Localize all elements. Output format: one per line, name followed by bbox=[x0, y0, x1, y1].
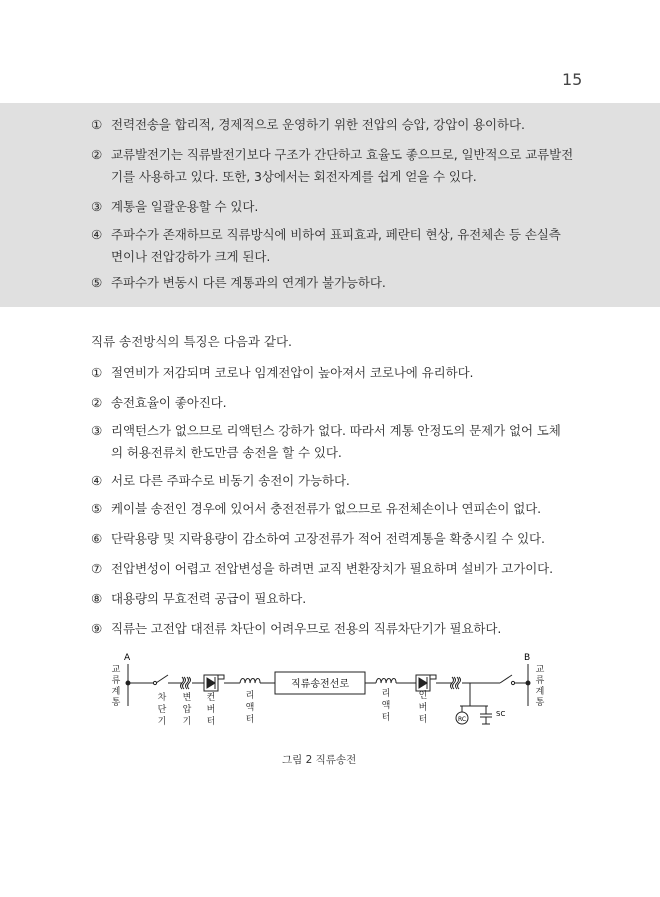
item-number: ⑤ bbox=[91, 501, 103, 516]
item-number: ③ bbox=[91, 199, 103, 214]
list-item bbox=[91, 558, 553, 580]
list-item bbox=[91, 272, 386, 294]
item-text-line: 직류는 고전압 대전류 차단이 어려우므로 전용의 직류차단기가 필요하다. bbox=[111, 621, 502, 636]
item-text-line: 의 허용전류치 한도만큼 송전을 할 수 있다. bbox=[111, 445, 342, 460]
item-text-line: 주파수가 존재하므로 직류방식에 비하여 표피효과, 페란티 현상, 유전체손 등 손실측 bbox=[111, 227, 561, 242]
item-text-line: 계통을 일괄운용할 수 있다. bbox=[111, 199, 259, 214]
dc-intro: 직류 송전방식의 특징은 다음과 같다. bbox=[91, 334, 292, 349]
list-item bbox=[91, 498, 541, 520]
item-number: ① bbox=[91, 117, 103, 132]
item-number: ④ bbox=[91, 227, 103, 242]
left-system-label: 교 류 계 통 bbox=[111, 665, 121, 708]
item-text-line: 송전효율이 좋아진다. bbox=[111, 395, 227, 410]
dc-line-label: 직류송전선로 bbox=[291, 679, 349, 690]
item-number: ⑥ bbox=[91, 531, 103, 546]
item-text-line: 주파수가 변동시 다른 계통과의 연계가 불가능하다. bbox=[111, 275, 386, 290]
item-text-line: 절연비가 저감되며 코로나 임계전압이 높아져서 코로나에 유리하다. bbox=[111, 365, 474, 380]
item-text-line: 기를 사용하고 있다. 또한, 3상에서는 회전자계를 쉽게 얻을 수 있다. bbox=[111, 169, 477, 184]
item-text-line: 케이블 송전인 경우에 있어서 충전전류가 없으므로 유전체손이나 연피손이 없다. bbox=[111, 501, 542, 516]
list-item bbox=[91, 528, 545, 550]
item-number: ② bbox=[91, 395, 103, 410]
item-number: ⑦ bbox=[91, 561, 103, 576]
list-item bbox=[91, 114, 525, 136]
page-number: 15 bbox=[562, 70, 583, 89]
converter-label: 컨 버 터 bbox=[206, 693, 216, 727]
list-item bbox=[91, 362, 473, 384]
figure-caption: 그림 2 직류송전 bbox=[282, 754, 357, 766]
item-number: ② bbox=[91, 147, 103, 162]
item-text-line: 면이나 전압강하가 크게 된다. bbox=[111, 249, 271, 264]
item-text-line: 교류발전기는 직류발전기보다 구조가 간단하고 효율도 좋으므로, 일반적으로 교류발전 bbox=[111, 147, 574, 162]
list-item bbox=[91, 196, 258, 218]
list-item bbox=[91, 224, 561, 268]
reactor-right-label: 리 액 터 bbox=[381, 689, 391, 723]
list-item bbox=[91, 618, 501, 640]
item-text-line: 서로 다른 주파수로 비동기 송전이 가능하다. bbox=[111, 473, 350, 488]
item-text-line: 전압변성이 어렵고 전압변성을 하려면 교직 변환장치가 필요하며 설비가 고가이다. bbox=[111, 561, 554, 576]
item-text-line: 전력전송을 합리적, 경제적으로 운영하기 위한 전압의 승압, 강압이 용이하다. bbox=[111, 117, 525, 132]
breaker-label: 차 단 기 bbox=[157, 693, 167, 727]
list-item bbox=[91, 420, 561, 464]
dc-transmission-diagram bbox=[100, 650, 560, 754]
list-item bbox=[91, 470, 350, 492]
list-item bbox=[91, 144, 573, 188]
item-text-line: 단락용량 및 지락용량이 감소하여 고장전류가 적어 전력계통을 확충시킬 수 있다. bbox=[111, 531, 545, 546]
item-number: ⑤ bbox=[91, 275, 103, 290]
item-number: ⑨ bbox=[91, 621, 103, 636]
reactor-left-label: 리 액 터 bbox=[245, 691, 255, 725]
transformer-label: 변 압 기 bbox=[182, 693, 192, 727]
point-b-label: B bbox=[524, 653, 531, 663]
sc-label: SC bbox=[496, 710, 506, 718]
list-item bbox=[91, 588, 306, 610]
item-number: ① bbox=[91, 365, 103, 380]
item-text-line: 리액턴스가 없으므로 리액턴스 강하가 없다. 따라서 계통 안정도의 문제가 없어 도체 bbox=[111, 423, 561, 438]
item-number: ③ bbox=[91, 423, 103, 438]
inverter-label: 인 버 터 bbox=[418, 691, 428, 725]
item-number: ④ bbox=[91, 473, 103, 488]
item-number: ⑧ bbox=[91, 591, 103, 606]
item-text-line: 대용량의 무효전력 공급이 필요하다. bbox=[111, 591, 307, 606]
list-item bbox=[91, 392, 227, 414]
right-system-label: 교 류 계 통 bbox=[535, 665, 545, 708]
point-a-label: A bbox=[124, 653, 131, 663]
rc-label: RC bbox=[457, 716, 467, 723]
